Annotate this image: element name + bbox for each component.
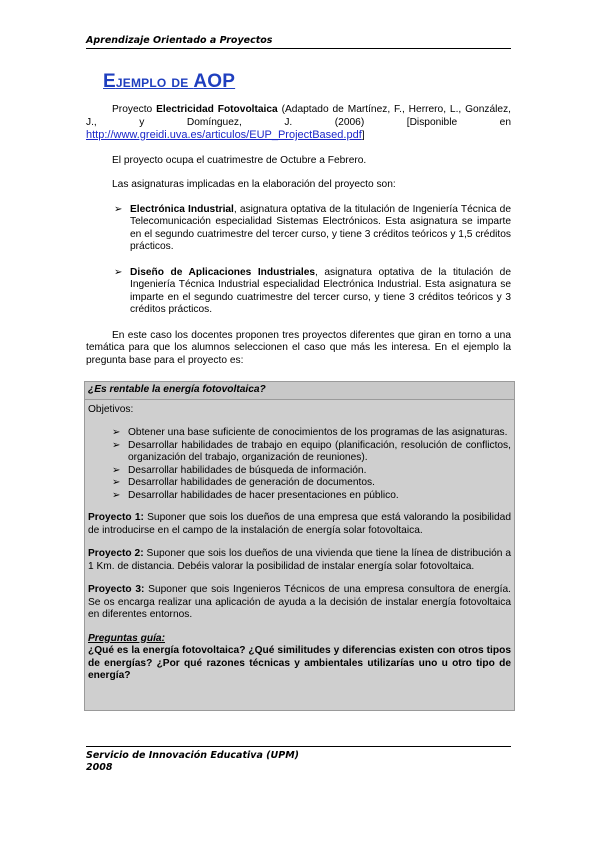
project-label: Proyecto 3: (88, 584, 145, 595)
arrow-bullet-icon: ➢ (112, 439, 121, 451)
subject-name: Electrónica Industrial (130, 203, 234, 215)
title-acronym: AOP (193, 71, 236, 92)
intro-suffix: ] (361, 130, 365, 141)
period-paragraph: El proyecto ocupa el cuatrimestre de Octubre a Febrero. (112, 154, 367, 166)
project-2 (88, 548, 511, 573)
intro-prefix: Proyecto (112, 104, 157, 115)
page-header (86, 35, 511, 49)
project-box (84, 381, 515, 711)
project-label: Proyecto 1: (88, 512, 144, 523)
page-footer (86, 746, 511, 774)
list-item (86, 204, 511, 254)
footer-line-1: Servicio de Innovación Educativa (UPM) (86, 750, 299, 761)
objectives-list (88, 427, 511, 502)
header-text: Aprendizaje Orientado a Proyectos (86, 35, 273, 46)
subjects-intro: Las asignaturas implicadas en la elaboración del proyecto son: (112, 179, 396, 190)
objective-text: Desarrollar habilidades de generación de documentos. (128, 477, 375, 488)
arrow-bullet-icon: ➢ (114, 203, 123, 215)
project-text: Suponer que sois los dueños de una empresa que está valorando la posibilidad de introducirse en el campo de la instalación de energía solar fotovoltaica. (88, 512, 512, 536)
main-content (86, 104, 511, 379)
project-label: Proyecto 2: (88, 548, 144, 559)
objectives-label: Objetivos: (88, 403, 134, 415)
list-item (86, 267, 511, 317)
arrow-bullet-icon: ➢ (114, 266, 123, 278)
intro-paragraph (86, 104, 511, 143)
subjects-list (86, 204, 511, 317)
arrow-bullet-icon: ➢ (112, 477, 121, 488)
project-1 (88, 512, 511, 537)
title-rest: jemplo de (115, 72, 194, 91)
list-item (88, 427, 511, 440)
list-item (88, 477, 511, 490)
list-item (88, 440, 511, 465)
subject-name: Diseño de Aplicaciones Industriales (130, 266, 316, 278)
list-item (88, 465, 511, 478)
footer-line-2: 2008 (86, 762, 113, 773)
guide-label: Preguntas guía: (88, 632, 165, 644)
projects-intro: En este caso los docentes proponen tres proyectos diferentes que giran en torno a una temática para que los alumnos seleccionen el caso que más les interesa. En el ejemplo la pregunta base para el proyecto es: (86, 329, 511, 366)
source-link[interactable]: http://www.greidi.uva.es/articulos/EUP_ProjectBased.pdf (86, 129, 362, 141)
arrow-bullet-icon: ➢ (112, 464, 121, 476)
objective-text: Desarrollar habilidades de trabajo en equipo (planificación, resolución de conflictos, organización del trabajo, organización de reuniones). (128, 439, 511, 463)
subject-text: , asignatura optativa de la titulación de Ingeniería Técnica Industrial especialidad Electrónica Industrial. Esta asignatura se imparte en el segundo cuatrimestre del tercer curso, y tiene 3 créditos teóricos y 3 créditos prácticos. (130, 266, 511, 315)
page-title (103, 71, 235, 93)
project-3 (88, 584, 511, 622)
objective-text: Desarrollar habilidades de búsqueda de información. (128, 464, 367, 476)
arrow-bullet-icon: ➢ (112, 489, 121, 501)
title-first-letter: E (103, 71, 116, 92)
project-name: Electricidad Fotovoltaica (156, 104, 278, 115)
subject-text: , asignatura optativa de la titulación de Ingeniería Técnica de Telecomunicación especialidad Sistemas Electrónicos. Esta asignatura se imparte en el segundo cuatrimestre del tercer curso, y tiene 3 créditos teóricos y 1,5 créditos prácticos. (130, 203, 511, 252)
arrow-bullet-icon: ➢ (112, 427, 121, 438)
project-text: Suponer que sois los dueños de una vivienda que tiene la línea de distribución a 1 Km. de distancia. Debéis valorar la posibilidad de instalar energía solar fotovoltaica. (88, 548, 512, 572)
project-text: Suponer que sois Ingenieros Técnicos de una empresa consultora de energía. Se os encarga realizar una aplicación de ayuda a la decisión de instalar energía fotovoltaica en diferentes entornos. (88, 584, 512, 620)
objective-text: Obtener una base suficiente de conocimientos de los programas de las asignaturas. (128, 427, 508, 438)
base-question: ¿Es rentable la energía fotovoltaica? (85, 382, 514, 400)
guide-questions: ¿Qué es la energía fotovoltaica? ¿Qué similitudes y diferencias existen con otros tipos de energías? ¿Por qué razones técnicas y ambientales utilizarías uno u otro tipo de energía? (88, 645, 511, 681)
list-item (88, 490, 511, 503)
box-body (85, 400, 514, 683)
objective-text: Desarrollar habilidades de hacer presentaciones en público. (128, 489, 399, 501)
intro-citation: (Adaptado de Martínez, F., Herrero, L., González, J., y Domínguez, J. (2006) [Disponible en (86, 104, 511, 128)
